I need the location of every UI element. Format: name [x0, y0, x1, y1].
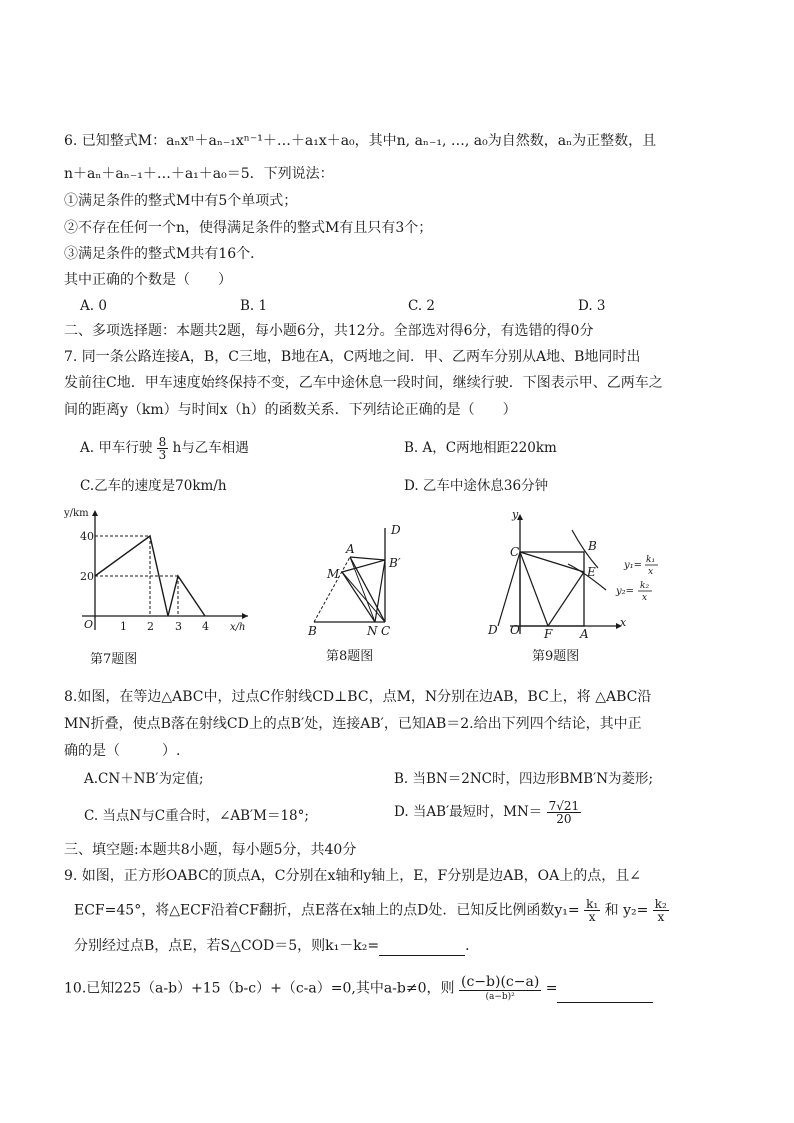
fig7-caption: 第7题图	[90, 652, 138, 667]
q6-statement-3: ③满足条件的整式M共有16个．	[64, 246, 265, 262]
fig8-label-d: D	[391, 523, 401, 537]
q6-option-c: C. 2	[408, 298, 436, 314]
fig7-xtick-2: 2	[147, 620, 154, 633]
fig8-label-m: M	[327, 567, 340, 581]
q10-post: =	[545, 980, 558, 997]
fig9-eq1-lhs: y₁=	[624, 560, 643, 571]
q7-option-d: D. 乙车中途休息36分钟	[404, 478, 549, 494]
fig9-fe	[548, 572, 584, 626]
fig8-label-bprime: B′	[389, 556, 401, 570]
fig9-eq2-num: k₂	[640, 581, 650, 591]
q9-line3-pre: 分别经过点B，点E，若S△COD＝5，则k₁－k₂=	[74, 938, 380, 954]
fig9-eq1-num: k₁	[646, 555, 656, 565]
q9-line2-mid: 和 y₂=	[604, 902, 649, 919]
q9-line3-post: ．	[465, 938, 480, 954]
q8-option-d	[394, 800, 581, 825]
q7-option-a-numerator: 8	[158, 435, 167, 449]
q8-option-d-fraction	[547, 800, 582, 825]
q9-k2-numerator: k₂	[654, 897, 667, 911]
fig8-label-b: B	[308, 624, 317, 637]
figure-7	[62, 504, 252, 639]
q10-numerator: (c−b)(c−a)	[460, 974, 540, 990]
q7-stem-line3: 间的距离y（km）与时间x（h）的函数关系．下列结论正确的是（ ）	[64, 402, 517, 418]
q6-stem-line1: 6. 已知整式M：aₙxⁿ＋aₙ₋₁xⁿ⁻¹＋…＋a₁x＋a₀，其中n, aₙ₋₁, …, a₀为自然数，aₙ为正整数，且	[64, 133, 657, 149]
q9-k2-denominator: x	[657, 910, 665, 924]
q9-stem-line1: 9. 如图，正方形OABC的顶点A，C分别在x轴和y轴上，E，F分别是边AB，OA上的点，且∠	[64, 868, 641, 884]
fig8-mbp	[342, 560, 385, 572]
fig9-label-c: C	[510, 545, 520, 559]
q6-option-b: B. 1	[240, 298, 268, 314]
q6-statement-1: ①满足条件的整式M中有5个单项式；	[64, 193, 298, 209]
fig9-label-d: D	[488, 623, 498, 637]
q7-option-a	[80, 436, 249, 461]
q9-k1-numerator: k₁	[586, 897, 599, 911]
q6-option-d: D. 3	[578, 298, 606, 314]
fig9-square-oabc	[520, 552, 584, 626]
figure-8	[300, 522, 420, 637]
fig9-label-o: O	[510, 623, 520, 637]
q9-line2-pre: ECF=45°，将△ECF沿着CF翻折，点E落在x轴上的点D处．已知反比例函数y₁=	[74, 902, 580, 919]
fig8-label-a: A	[346, 542, 355, 556]
fig9-eq2-den: x	[642, 593, 648, 603]
q6-option-a: A. 0	[80, 298, 107, 314]
fig7-y-label: y/km	[64, 508, 89, 519]
q8-option-a: A.CN＋NB′为定值;	[84, 771, 204, 787]
fig7-xtick-3: 3	[175, 620, 182, 633]
q8-option-d-denominator: 20	[556, 812, 572, 826]
fig9-label-b: B	[588, 539, 597, 553]
q9-answer-blank[interactable]	[379, 941, 465, 956]
q6-statement-2: ②不存在任何一个n，使得满足条件的整式M有且只有3个；	[64, 220, 433, 236]
q10-answer-blank[interactable]	[557, 988, 653, 1003]
q7-option-b: B. A，C两地相距220km	[404, 440, 557, 456]
q8-option-b: B. 当BN＝2NC时，四边形BMB′N为菱形;	[394, 771, 654, 787]
fig8-label-n: N	[367, 624, 378, 637]
fig9-cf	[520, 552, 548, 626]
q7-stem-line2: 发前往C地．甲车速度始终保持不变，乙车中途休息一段时间，继续行驶．下图表示甲、乙两车之	[64, 375, 663, 391]
fig9-label-y: y	[512, 508, 519, 521]
fig7-x-label: x/h	[230, 622, 246, 633]
q7-option-a-post: h与乙车相遇	[172, 440, 249, 456]
fig7-ytick-20: 20	[80, 570, 94, 583]
q8-option-d-pre: D. 当AB′最短时，MN＝	[394, 804, 543, 820]
fig9-label-e: E	[587, 565, 596, 579]
q6-stem-line2: n＋aₙ＋aₙ₋₁＋…＋a₁＋a₀＝5．下列说法：	[64, 166, 334, 182]
fig9-caption: 第9题图	[532, 649, 580, 664]
fig9-label-x: x	[620, 616, 627, 629]
q10-fraction	[459, 974, 541, 1003]
fig9-ce	[520, 552, 584, 572]
fig7-ytick-40: 40	[80, 530, 94, 543]
q7-option-a-pre: A. 甲车行驶	[80, 440, 153, 456]
q7-option-a-denominator: 3	[158, 448, 167, 462]
q8-stem-line1: 8.如图，在等边△ABC中，过点C作射线CD⊥BC，点M，N分别在边AB，BC上，将 △ABC沿	[64, 689, 652, 705]
q8-option-d-numerator: 7√21	[548, 799, 580, 813]
fig8-label-c: C	[381, 624, 391, 637]
fig9-label-f: F	[544, 627, 553, 638]
section-2-header: 二、多项选择题：本题共2题，每小题6分，共12分。全部选对得6分，有选错的得0分	[64, 323, 594, 339]
q10-pre: 10.已知225（a-b）+15（b-c）+（c-a）=0,其中a-b≠0，则	[64, 980, 455, 997]
q9-stem-line3	[74, 936, 479, 956]
q6-question: 其中正确的个数是（ ）	[64, 272, 232, 288]
q8-stem-line2: MN折叠，使点B落在射线CD上的点B′处，连接AB′，已知AB＝2.给出下列四个结论，其中正	[64, 716, 642, 732]
q9-k1-denominator: x	[588, 910, 596, 924]
fig7-xtick-1: 1	[120, 620, 127, 633]
fig7-origin: O	[84, 618, 94, 631]
fig9-cd	[498, 552, 520, 626]
q8-option-c: C. 当点N与C重合时，∠AB′M＝18°;	[84, 808, 309, 824]
section-3-header: 三、填空题:本题共8小题，每小题5分，共40分	[64, 842, 357, 858]
fig8-abp	[350, 557, 385, 560]
fig9-eq2-lhs: y₂=	[616, 586, 635, 597]
q7-option-a-fraction	[157, 436, 169, 461]
q9-fraction-k2	[653, 898, 669, 923]
fig8-caption: 第8题图	[326, 649, 374, 664]
q9-stem-line2	[74, 898, 669, 923]
fig7-y-arrow	[92, 510, 98, 516]
fig7-xtick-4: 4	[202, 620, 209, 633]
q10-stem	[64, 974, 653, 1003]
q10-denominator: (a−b)²	[485, 992, 515, 1002]
q7-stem-line1: 7. 同一条公路连接A，B，C三地，B地在A，C两地之间．甲、乙两车分别从A地、B地同时出	[64, 349, 641, 365]
figure-9	[480, 508, 665, 638]
fig9-label-a: A	[580, 627, 589, 638]
fig7-x-arrow	[242, 613, 248, 619]
q9-fraction-k1	[584, 898, 600, 923]
q7-option-c: C.乙车的速度是70km/h	[80, 478, 227, 494]
q8-stem-line3: 确的是（ ）.	[64, 743, 181, 759]
fig9-eq1-den: x	[648, 567, 654, 577]
